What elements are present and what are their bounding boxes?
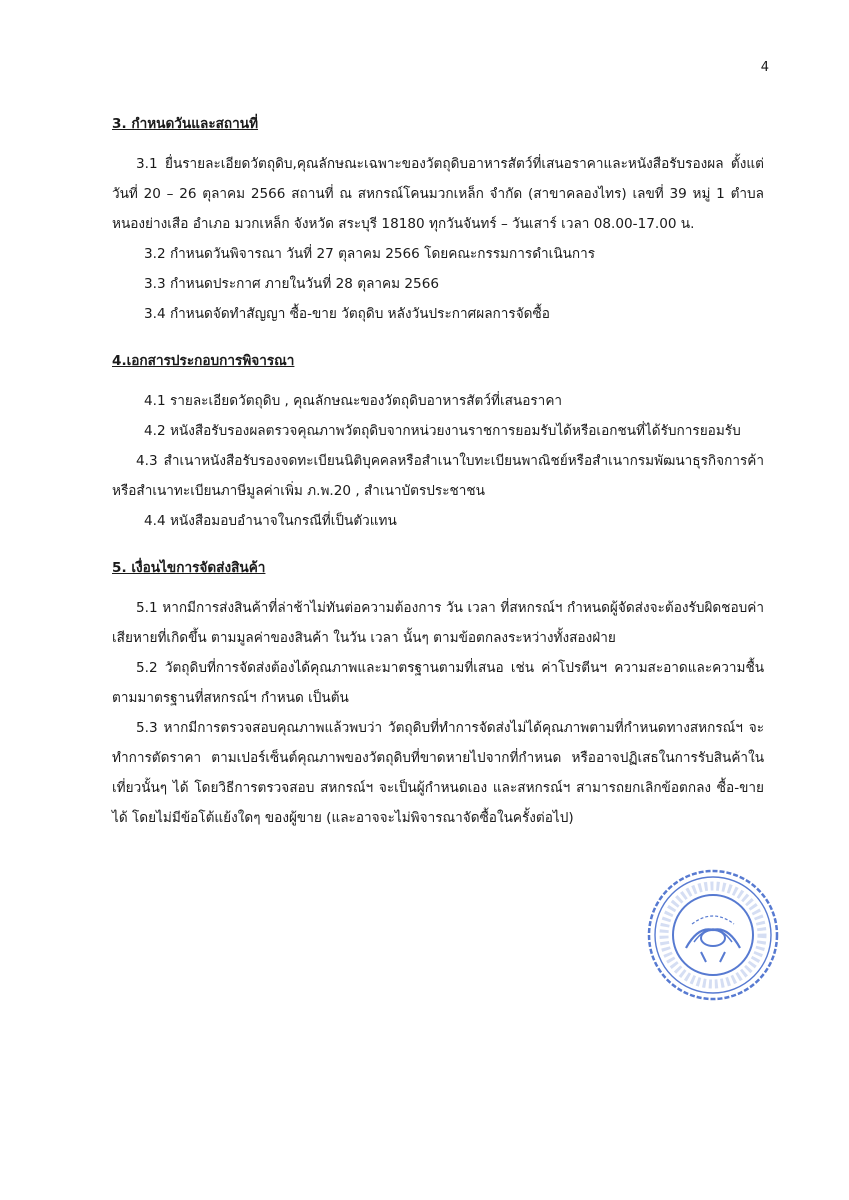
section-3	[112, 112, 764, 329]
section-4	[112, 349, 764, 536]
section-5	[112, 556, 764, 833]
clause-5-3: 5.3 หากมีการตรวจสอบคุณภาพแล้วพบว่า วัตถุดิบที่ทำการจัดส่งไม่ได้คุณภาพตามที่กำหนดทางสหกรณ์ฯ จะทำการตัดราคา ตามเปอร์เซ็นต์คุณภาพของวัตถุดิบที่ขาดหายไปจากที่กำหนด หรืออาจปฏิเสธในการรับสินค้าในเที่ยวนั้นๆ ได้ โดยวิธีการตรวจสอบ สหกรณ์ฯ จะเป็นผู้กำหนดเอง และสหกรณ์ฯ สามารถยกเลิกข้อตกลง ซื้อ-ขายได้ โดยไม่มีข้อโต้แย้งใดๆ ของผู้ขาย (และอาจจะไม่พิจารณาจัดซื้อในครั้งต่อไป)	[112, 720, 764, 826]
section-4-heading: 4.เอกสารประกอบการพิจารณา	[112, 353, 295, 369]
clause-5-1: 5.1 หากมีการส่งสินค้าที่ล่าช้าไม่ทันต่อความต้องการ วัน เวลา ที่สหกรณ์ฯ กำหนดผู้จัดส่งจะต้องรับผิดชอบค่าเสียหายที่เกิดขึ้น ตามมูลค่าของสินค้า ในวัน เวลา นั้นๆ ตามข้อตกลงระหว่างทั้งสองฝ่าย	[112, 600, 764, 646]
clause-5-2: 5.2 วัตถุดิบที่การจัดส่งต้องได้คุณภาพและมาตรฐานตามที่เสนอ เช่น ค่าโปรตีนฯ ความสะอาดและความชื้นตามมาตรฐานที่สหกรณ์ฯ กำหนด เป็นต้น	[112, 660, 764, 706]
page-number: 4	[760, 60, 769, 75]
clause-4-1: 4.1 รายละเอียดวัตถุดิบ , คุณลักษณะของวัตถุดิบอาหารสัตว์ที่เสนอราคา	[144, 393, 563, 409]
cooperative-seal-stamp-icon	[646, 868, 780, 1002]
clause-4-3: 4.3 สำเนาหนังสือรับรองจดทะเบียนนิติบุคคลหรือสำเนาใบทะเบียนพาณิชย์หรือสำเนากรมพัฒนาธุรกิจการค้าหรือสำเนาทะเบียนภาษีมูลค่าเพิ่ม ภ.พ.20 , สำเนาบัตรประชาชน	[112, 453, 764, 499]
clause-3-2: 3.2 กำหนดวันพิจารณา วันที่ 27 ตุลาคม 2566 โดยคณะกรรมการดำเนินการ	[144, 246, 596, 262]
clause-4-4: 4.4 หนังสือมอบอำนาจในกรณีที่เป็นตัวแทน	[144, 513, 397, 529]
document-body	[112, 112, 764, 833]
clause-3-1: 3.1 ยื่นรายละเอียดวัตถุดิบ,คุณลักษณะเฉพาะของวัตถุดิบอาหารสัตว์ที่เสนอราคาและหนังสือรับรองผล ตั้งแต่วันที่ 20 – 26 ตุลาคม 2566 สถานที่ ณ สหกรณ์โคนมวกเหล็ก จำกัด (สาขาคลองไทร) เลขที่ 39 หมู่ 1 ตำบล หนองย่างเสือ อำเภอ มวกเหล็ก จังหวัด สระบุรี 18180 ทุกวันจันทร์ – วันเสาร์ เวลา 08.00-17.00 น.	[112, 156, 764, 232]
clause-3-3: 3.3 กำหนดประกาศ ภายในวันที่ 28 ตุลาคม 2566	[144, 276, 440, 292]
clause-3-4: 3.4 กำหนดจัดทำสัญญา ซื้อ-ขาย วัตถุดิบ หลังวันประกาศผลการจัดซื้อ	[144, 306, 550, 322]
section-3-heading: 3. กำหนดวันและสถานที่	[112, 116, 259, 132]
section-5-heading: 5. เงื่อนไขการจัดส่งสินค้า	[112, 560, 266, 576]
clause-4-2: 4.2 หนังสือรับรองผลตรวจคุณภาพวัตถุดิบจากหน่วยงานราชการยอมรับได้หรือเอกชนที่ได้รับการยอมรับ	[144, 423, 741, 439]
